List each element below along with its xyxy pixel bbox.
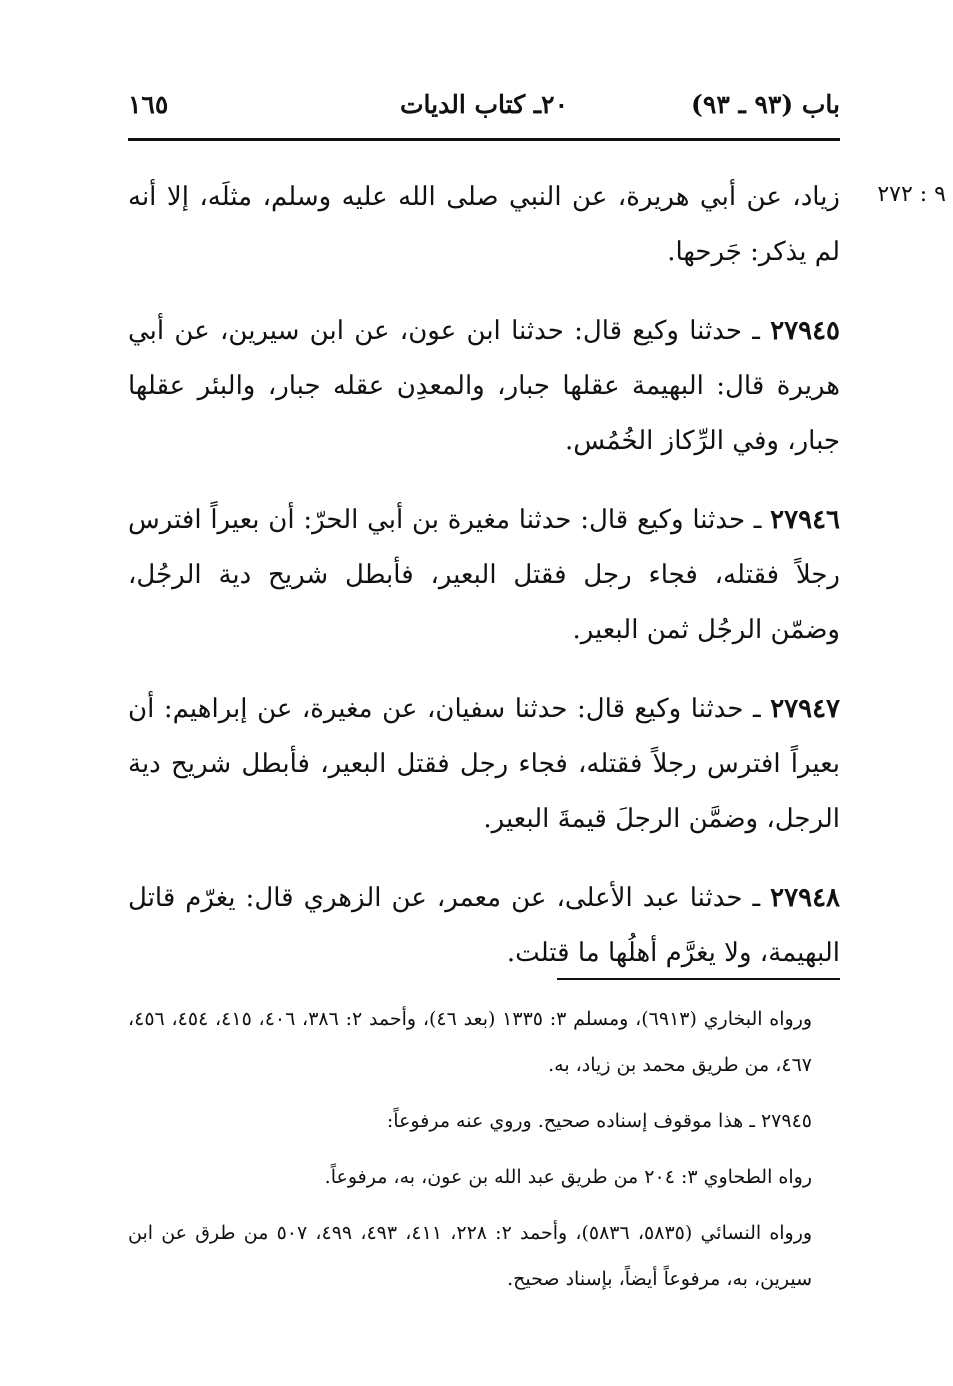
hadith-number: ٢٧٩٤٨ [770, 883, 840, 913]
hadith-text: ـ حدثنا وكيع قال: حدثنا سفيان، عن مغيرة، عن إبراهيم: أن بعيراً افترس رجلاً فقتله، فجاء رجل فقتل البعير، فأبطل شريح دية الرجل، وضمَّن الرجلَ قيمةَ البعير. [128, 694, 840, 834]
header-rule [128, 138, 840, 141]
page-number: ١٦٥ [128, 90, 169, 119]
running-header [128, 90, 840, 134]
hadith-text: ـ حدثنا وكيع قال: حدثنا ابن عون، عن ابن سيرين، عن أبي هريرة قال: البهيمة عقلها جبار، والمعدِن عقله جبار، والبئر عقلها جبار، وفي الرِّكاز الخُمُس. [128, 316, 840, 456]
book-title: ٢٠ـ كتاب الديات [400, 90, 568, 119]
hadith-text: ـ حدثنا عبد الأعلى، عن معمر، عن الزهري قال: يغرّم قاتل البهيمة، ولا يغرَّم أهلُها ما قتلت. [128, 883, 840, 968]
chapter-heading: باب (٩٣ ـ ٩٣) [691, 90, 840, 119]
footnote-rule [557, 978, 840, 980]
hadith-number: ٢٧٩٤٦ [770, 505, 840, 535]
margin-reference: ٩ : ٢٧٢ [877, 182, 946, 207]
continuation-paragraph: زياد، عن أبي هريرة، عن النبي صلى الله عليه وسلم، مثلَه، إلا أنه لم يذكر: جَرحها. [128, 182, 840, 267]
hadith-paragraph [128, 871, 840, 981]
hadith-paragraph [128, 304, 840, 469]
hadith-number: ٢٧٩٤٥ [770, 316, 841, 346]
hadith-number: ٢٧٩٤٧ [770, 694, 841, 724]
hadith-text: ـ حدثنا وكيع قال: حدثنا مغيرة بن أبي الحرّ: أن بعيراً افترس رجلاً فقتله، فجاء رجل فقتل البعير، فأبطل شريح دية الرجُل، وضمّن الرجُل ثمن البعير. [128, 505, 840, 645]
footnote-paragraph: ٢٧٩٤٥ ـ هذا موقوف إسناده صحيح. وروي عنه مرفوعاً: [386, 1110, 812, 1132]
footnote-paragraph: رواه الطحاوي ٣: ٢٠٤ من طريق عبد الله بن عون، به، مرفوعاً. [324, 1166, 812, 1188]
hadith-paragraph [128, 493, 840, 658]
main-text [128, 170, 840, 1005]
footnote-paragraph: ورواه النسائي (٥٨٣٥، ٥٨٣٦)، وأحمد ٢: ٢٢٨، ٤١١، ٤٩٣، ٤٩٩، ٥٠٧ من طرق عن ابن سيرين، به، مرفوعاً أيضاً، بإسناد صحيح. [128, 1222, 813, 1290]
footnotes [128, 996, 840, 1312]
footnote-paragraph: ورواه البخاري (٦٩١٣)، ومسلم ٣: ١٣٣٥ (بعد ٤٦)، وأحمد ٢: ٣٨٦، ٤٠٦، ٤١٥، ٤٥٤، ٤٥٦، ٤٦٧، من طريق محمد بن زياد، به. [128, 1008, 813, 1076]
hadith-paragraph [128, 682, 840, 847]
